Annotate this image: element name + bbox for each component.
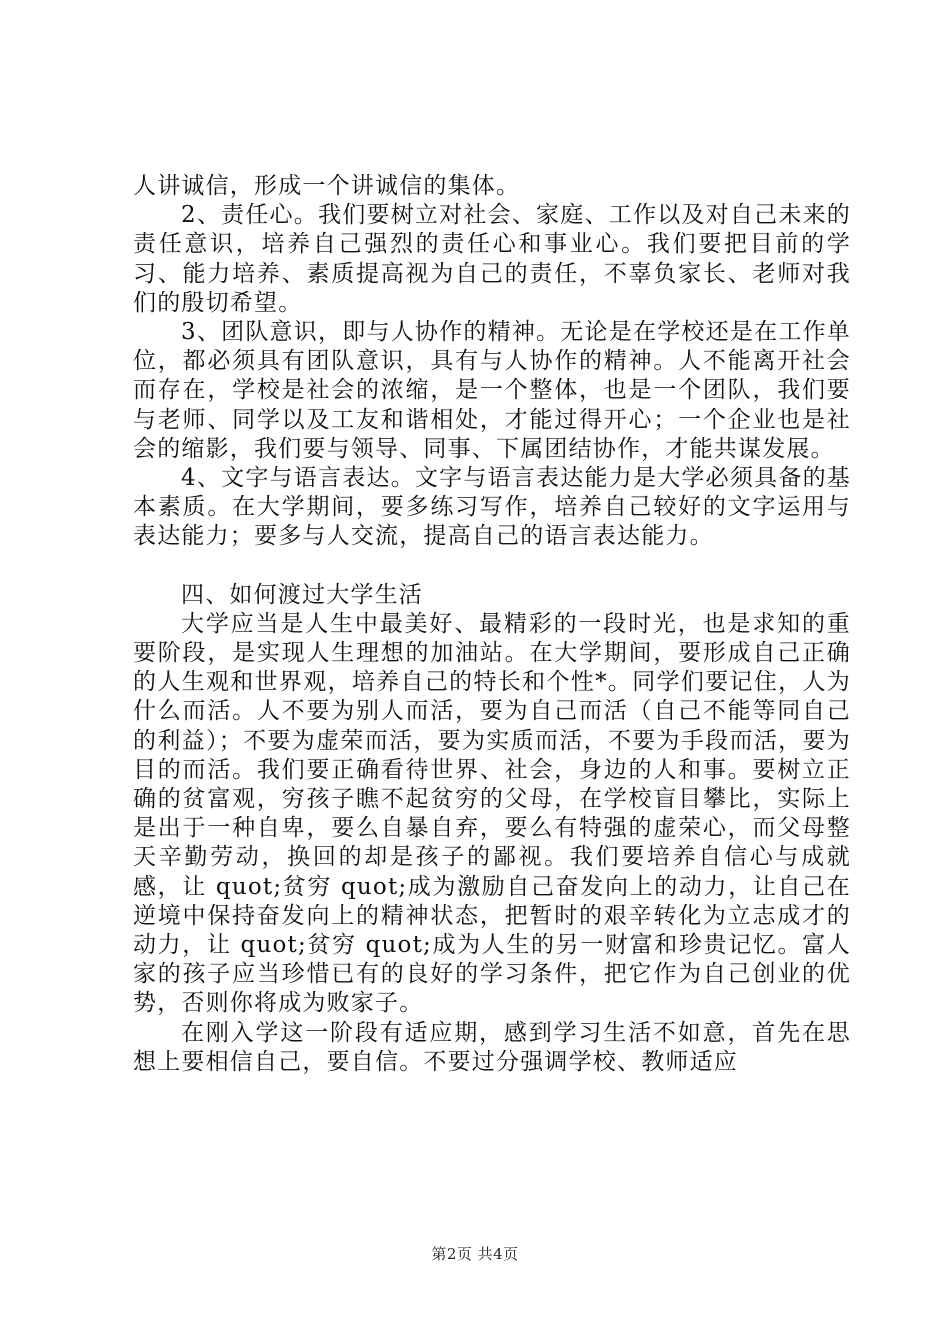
paragraph-continuation: 人讲诚信，形成一个讲诚信的集体。: [133, 173, 521, 199]
section-heading: 四、如何渡过大学生活: [181, 581, 423, 608]
paragraph-college-life: 大学应当是人生中最美好、最精彩的一段时光，也是求知的重要阶段，是实现人生理想的加油站。在大学期间，要形成自己正确的人生观和世界观，培养自己的特长和个性*。同学们要记住，人为什么而活。人不要为别人而活，要为自己而活（自己不能等同自己的利益）；不要为虚荣而活，要为实质而活，不要为手段而活，要为目的而活。我们要正确看待世界、社会，身边的人和事。要树立正确的贫富观，穷孩子瞧不起贫穷的父母，在学校盲目攀比，实际上是出于一种自卑，要么自暴自弃，要么有特强的虚荣心，而父母整天辛勤劳动，换回的却是孩子的鄙视。我们要培养自信心与成就感，让 quot;贫穷 quot;成为激励自己奋发向上的动力，让自己在逆境中保持奋发向上的精神状态，把暂时的艰辛转化为立志成才的动力，让 quot;贫穷 quot;成为人生的另一财富和珍贵记忆。富人家的孩子应当珍惜已有的良好的学习条件，把它作为自己创业的优势，否则你将成为败家子。: [133, 610, 851, 1017]
paragraph-teamwork: 3、团队意识，即与人协作的精神。无论是在学校还是在工作单位，都必须具有团队意识，具有与人协作的精神。人不能离开社会而存在，学校是社会的浓缩，是一个整体，也是一个团队，我们要与老师、同学以及工友和谐相处，才能过得开心；一个企业也是社会的缩影，我们要与领导、同事、下属团结协作，才能共谋发展。: [133, 319, 851, 462]
page-footer: 第2页 共4页: [431, 1245, 519, 1263]
paragraph-expression: 4、文字与语言表达。文字与语言表达能力是大学必须具备的基本素质。在大学期间，要多练习写作，培养自己较好的文字运用与表达能力；要多与人交流，提高自己的语言表达能力。: [133, 465, 851, 550]
document-body: [133, 172, 851, 1077]
paragraph-responsibility: 2、责任心。我们要树立对社会、家庭、工作以及对自己未来的责任意识，培养自己强烈的责任心和事业心。我们要把目前的学习、能力培养、素质提高视为自己的责任，不辜负家长、老师对我们的殷切希望。: [133, 202, 851, 316]
paragraph-adaptation: 在刚入学这一阶段有适应期，感到学习生活不如意，首先在思想上要相信自己，要自信。不要过分强调学校、教师适应: [133, 1019, 851, 1075]
